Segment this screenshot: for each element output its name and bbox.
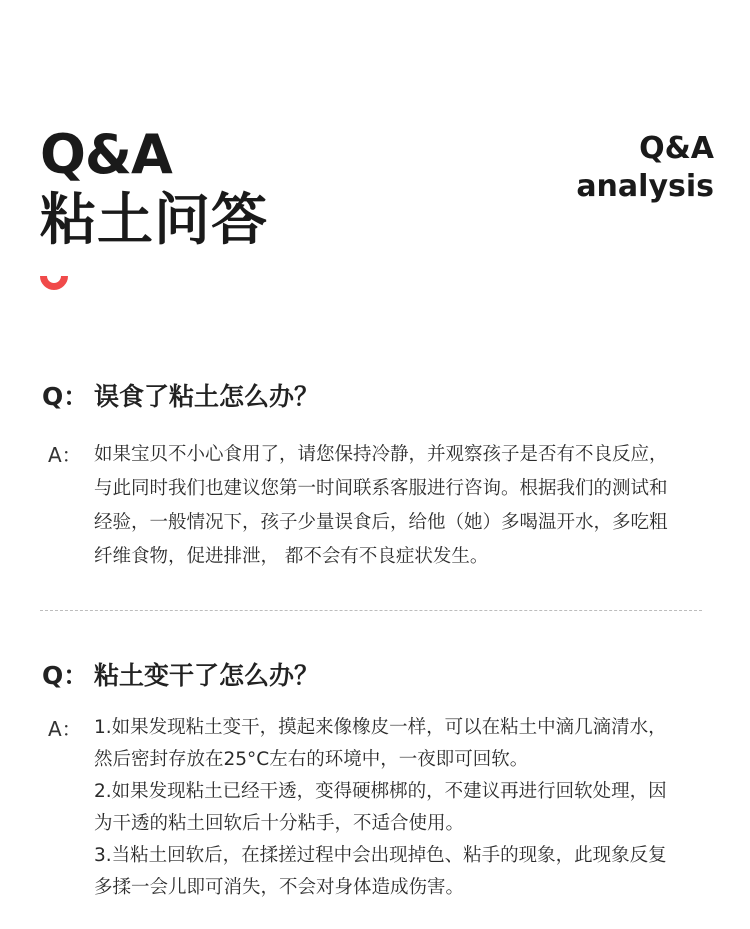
corner-title-line1: Q&A (639, 131, 714, 166)
answer-label: A： (48, 717, 82, 741)
answer-line: 经验，一般情况下，孩子少量误食后，给他（她）多喝温开水，多吃粗 (94, 512, 668, 533)
corner-title-line2: analysis (576, 169, 714, 204)
answer-text (94, 438, 668, 574)
question-text: 误食了粘土怎么办？ (94, 382, 320, 411)
answer-text (94, 712, 667, 904)
question-label: Q： (42, 661, 89, 690)
answer-line: 3.当粘土回软后，在揉搓过程中会出现掉色、粘手的现象，此现象反复 (94, 845, 667, 866)
answer-label: A： (48, 443, 82, 467)
question-text: 粘土变干了怎么办？ (94, 661, 320, 690)
question-row (42, 659, 702, 693)
page-title-cn: 粘土问答 (40, 188, 268, 253)
answer-line: 如果宝贝不小心食用了，请您保持冷静，并观察孩子是否有不良反应， (94, 444, 668, 465)
answer-line: 然后密封存放在25°C左右的环境中，一夜即可回软。 (94, 749, 529, 770)
answer-line: 为干透的粘土回软后十分粘手，不适合使用。 (94, 813, 465, 834)
question-label: Q： (42, 382, 89, 411)
answer-line: 与此同时我们也建议您第一时间联系客服进行咨询。根据我们的测试和 (94, 478, 668, 499)
answer-line: 1.如果发现粘土变干，摸起来像橡皮一样，可以在粘土中滴几滴清水， (94, 717, 667, 738)
qa-item-1 (42, 380, 702, 574)
answer-row (42, 712, 702, 904)
question-row (42, 380, 702, 414)
qa-item-2 (42, 659, 702, 904)
page-title-en: Q&A (40, 123, 172, 186)
red-half-ring-decoration (40, 276, 68, 304)
answer-line: 多揉一会儿即可消失，不会对身体造成伤害。 (94, 877, 465, 898)
answer-line: 纤维食物，促进排泄， 都不会有不良症状发生。 (94, 546, 489, 567)
dashed-divider (40, 610, 702, 611)
answer-row (42, 438, 702, 574)
corner-title (576, 130, 714, 206)
answer-line: 2.如果发现粘土已经干透，变得硬梆梆的，不建议再进行回软处理，因 (94, 781, 667, 802)
page-title-block (40, 122, 268, 254)
